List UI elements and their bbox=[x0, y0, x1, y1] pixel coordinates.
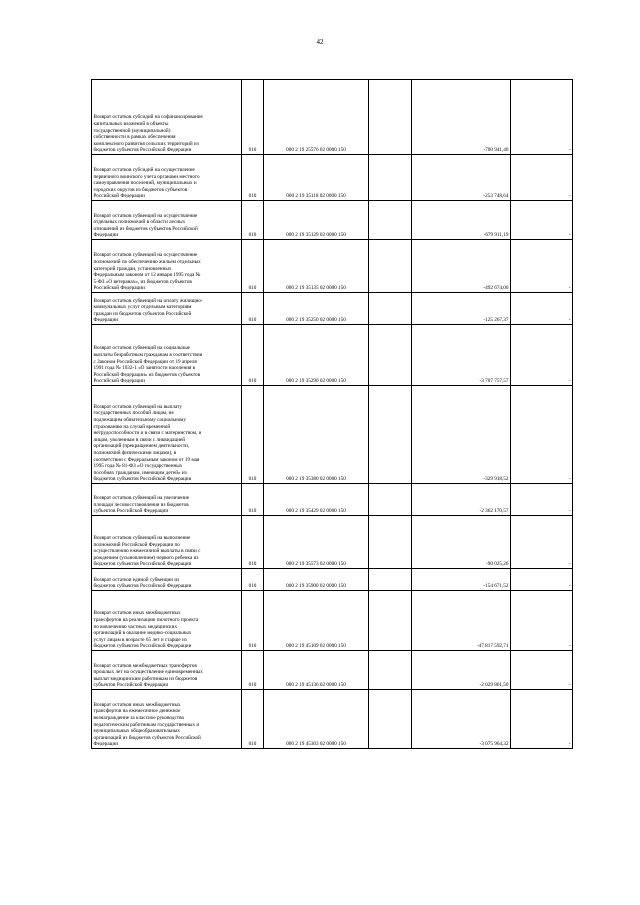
row-code-cell: 010 bbox=[242, 516, 264, 569]
row-empty-cell bbox=[369, 690, 412, 749]
row-amount-cell: -125 267,37 bbox=[412, 293, 511, 325]
row-empty-cell bbox=[369, 569, 412, 591]
table-row bbox=[92, 386, 573, 484]
row-empty-cell bbox=[369, 201, 412, 240]
row-amount-cell: -3 707 757,57 bbox=[412, 325, 511, 386]
row-empty-cell bbox=[369, 651, 412, 690]
row-empty-cell bbox=[369, 240, 412, 293]
table-row bbox=[92, 651, 573, 690]
row-empty-cell bbox=[369, 293, 412, 325]
page-number: 42 bbox=[316, 38, 324, 46]
row-empty-cell bbox=[369, 591, 412, 651]
row-amount-cell: -47 817 592,71 bbox=[412, 591, 511, 651]
row-name-cell: Возврат остатков субвенций на выполнение полномочий Российской Федерации по осуществлению ежемесячной выплаты в связи с рождением (усыновлением) первого ребенка из бюджетов субъектов Российской Федерации bbox=[92, 516, 242, 569]
row-kbk-cell: 000 2 19 35250 02 0000 150 bbox=[264, 293, 369, 325]
row-kbk-cell: 000 2 19 35290 02 0000 150 bbox=[264, 325, 369, 386]
row-dash-cell: - bbox=[511, 386, 573, 484]
row-dash-cell: - bbox=[511, 325, 573, 386]
table-row bbox=[92, 293, 573, 325]
row-kbk-cell: 000 2 19 35380 02 0000 150 bbox=[264, 386, 369, 484]
row-dash-cell: - bbox=[511, 293, 573, 325]
row-name-cell: Возврат остатков субвенций на осуществление отдельных полномочий в области лесных отношений из бюджетов субъектов Российской Федерации bbox=[92, 201, 242, 240]
row-dash-cell: - bbox=[511, 80, 573, 155]
row-name-cell: Возврат остатков субвенций на социальные выплаты безработным гражданам в соответствии с Законом Российской Федерации от 19 апреля 1991 года № 1032-1 «О занятости населения в Российской Федерации» из бюджетов субъектов Российской Федерации bbox=[92, 325, 242, 386]
row-code-cell: 010 bbox=[242, 569, 264, 591]
row-name-cell: Возврат остатков единой субвенции из бюджетов субъектов Российской Федерации bbox=[92, 569, 242, 591]
row-kbk-cell: 000 2 19 35129 02 0000 150 bbox=[264, 201, 369, 240]
row-dash-cell: - bbox=[511, 155, 573, 201]
budget-table bbox=[91, 79, 573, 749]
row-code-cell: 010 bbox=[242, 484, 264, 516]
row-kbk-cell: 000 2 19 35135 02 0000 150 bbox=[264, 240, 369, 293]
row-dash-cell: - bbox=[511, 569, 573, 591]
row-code-cell: 010 bbox=[242, 80, 264, 155]
row-empty-cell bbox=[369, 386, 412, 484]
row-amount-cell: -700 941,40 bbox=[412, 80, 511, 155]
row-amount-cell: -154 671,52 bbox=[412, 569, 511, 591]
row-amount-cell: -492 674,00 bbox=[412, 240, 511, 293]
row-kbk-cell: 000 2 19 35573 02 0000 150 bbox=[264, 516, 369, 569]
row-kbk-cell: 000 2 19 25576 02 0000 150 bbox=[264, 80, 369, 155]
row-name-cell: Возврат остатков иных межбюджетных трансфертов на ежемесячное денежное вознаграждение за классное руководство педагогическим работникам государственных и муниципальных общеобразовательных организаций из бюджетов субъектов Российской Федерации bbox=[92, 690, 242, 749]
table-row bbox=[92, 591, 573, 651]
table-row bbox=[92, 516, 573, 569]
row-amount-cell: -253 748,64 bbox=[412, 155, 511, 201]
row-code-cell: 010 bbox=[242, 240, 264, 293]
row-empty-cell bbox=[369, 155, 412, 201]
row-kbk-cell: 000 2 19 45136 02 0000 150 bbox=[264, 651, 369, 690]
row-dash-cell: - bbox=[511, 690, 573, 749]
table-row bbox=[92, 484, 573, 516]
row-name-cell: Возврат остатков субвенций на оплату жилищно- коммунальных услуг отдельным категориям граждан из бюджетов субъектов Российской Федерации bbox=[92, 293, 242, 325]
row-code-cell: 010 bbox=[242, 690, 264, 749]
row-code-cell: 010 bbox=[242, 386, 264, 484]
row-name-cell: Возврат остатков субсидий на софинансирование капитальных вложений в объекты государственной (муниципальной) собственности в рамках обеспечения комплексного развития сельских территорий из бюджетов субъектов Российской Федерации bbox=[92, 80, 242, 155]
row-amount-cell: -679 911,19 bbox=[412, 201, 511, 240]
row-code-cell: 010 bbox=[242, 201, 264, 240]
row-amount-cell: -2 029 861,50 bbox=[412, 651, 511, 690]
row-name-cell: Возврат остатков иных межбюджетных трансфертов на реализацию пилотного проекта по вовлечению частных медицинских организаций в оказание медико-социальных услуг лицам в возрасте 65 лет и старше из бюджетов субъектов Российской Федерации bbox=[92, 591, 242, 651]
row-code-cell: 010 bbox=[242, 325, 264, 386]
row-name-cell: Возврат остатков субвенций на выплату государственных пособий лицам, не подлежащим обязательному социальному страхованию на случай временной нетрудоспособности и в связи с материнством, и лицам, уволенным в связи с ликвидацией организаций (прекращением деятельности, полномочий физическими лицами), в соответствии с Федеральным законом от 19 мая 1995 года № 81-ФЗ «О государственных пособиях гражданам, имеющим детей» из бюджетов субъектов Российской Федерации bbox=[92, 386, 242, 484]
row-code-cell: 010 bbox=[242, 591, 264, 651]
row-amount-cell: -3 075 964,32 bbox=[412, 690, 511, 749]
table-row bbox=[92, 569, 573, 591]
row-dash-cell: - bbox=[511, 484, 573, 516]
row-name-cell: Возврат остатков субвенций на увеличение площади лесовосстановления из бюджетов субъектов Российской Федерации bbox=[92, 484, 242, 516]
row-empty-cell bbox=[369, 516, 412, 569]
row-kbk-cell: 000 2 19 35429 02 0000 150 bbox=[264, 484, 369, 516]
table-row bbox=[92, 155, 573, 201]
row-empty-cell bbox=[369, 484, 412, 516]
row-empty-cell bbox=[369, 80, 412, 155]
row-amount-cell: -2 362 170,57 bbox=[412, 484, 511, 516]
row-kbk-cell: 000 2 19 35118 02 0000 150 bbox=[264, 155, 369, 201]
row-code-cell: 010 bbox=[242, 293, 264, 325]
row-name-cell: Возврат остатков субвенций на осуществление полномочий по обеспечению жильем отдельных категорий граждан, установленных Федеральным законом от 12 января 1995 года № 5-ФЗ «О ветеранах», из бюджетов субъектов Российской Федерации bbox=[92, 240, 242, 293]
row-dash-cell: - bbox=[511, 240, 573, 293]
row-code-cell: 010 bbox=[242, 651, 264, 690]
row-empty-cell bbox=[369, 325, 412, 386]
row-name-cell: Возврат остатков субсидий на осуществление первичного воинского учета органами местного самоуправления поселений, муниципальных и городских округов из бюджетов субъектов Российской Федерации bbox=[92, 155, 242, 201]
row-dash-cell: - bbox=[511, 516, 573, 569]
row-kbk-cell: 000 2 19 45109 02 0000 150 bbox=[264, 591, 369, 651]
table-row bbox=[92, 80, 573, 155]
row-dash-cell: - bbox=[511, 651, 573, 690]
row-kbk-cell: 000 2 19 35900 02 0000 150 bbox=[264, 569, 369, 591]
table-row bbox=[92, 325, 573, 386]
row-amount-cell: -90 025,26 bbox=[412, 516, 511, 569]
row-name-cell: Возврат остатков межбюджетных трансфертов прошлых лет на осуществление единовременных выплат медицинским работникам из бюджетов субъектов Российской Федерации bbox=[92, 651, 242, 690]
row-dash-cell: - bbox=[511, 591, 573, 651]
row-kbk-cell: 000 2 19 45303 02 0000 150 bbox=[264, 690, 369, 749]
table-body bbox=[92, 80, 573, 749]
row-amount-cell: -329 918,52 bbox=[412, 386, 511, 484]
table-row bbox=[92, 690, 573, 749]
row-code-cell: 010 bbox=[242, 155, 264, 201]
table-row bbox=[92, 201, 573, 240]
row-dash-cell: - bbox=[511, 201, 573, 240]
table-row bbox=[92, 240, 573, 293]
